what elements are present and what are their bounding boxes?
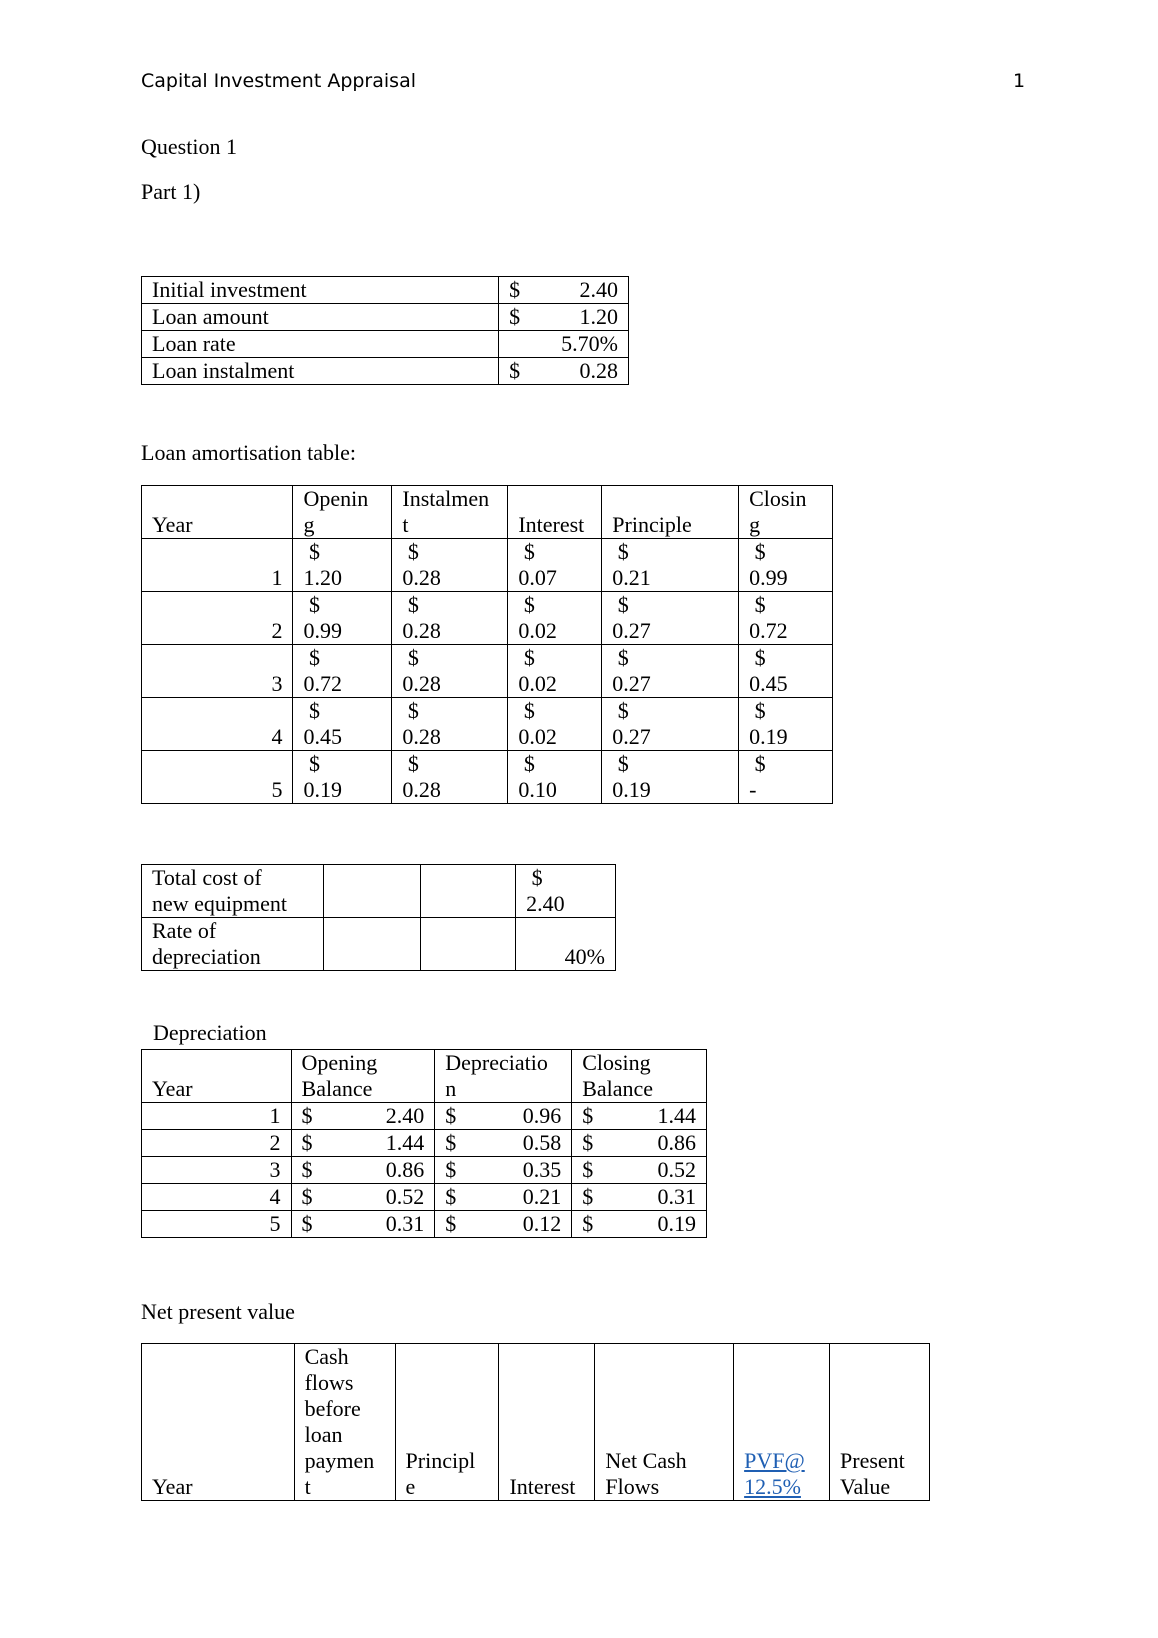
header-year: Year: [142, 1050, 292, 1103]
year-cell: 2: [142, 592, 293, 645]
currency-symbol: $: [301, 1130, 313, 1155]
header-cash-flows: Cash flows before loan paymen t: [294, 1344, 395, 1501]
depreciation-rate-label: Rate of depreciation: [142, 918, 324, 971]
equipment-cost-label: Total cost of new equipment: [142, 865, 324, 918]
opening-cell: [291, 1103, 435, 1130]
currency-symbol: $: [445, 1184, 457, 1209]
interest-cell: [508, 539, 602, 592]
opening-value: 1.20: [303, 565, 342, 590]
closing-cell: [739, 539, 833, 592]
year-cell: 4: [142, 1184, 292, 1211]
input-label: Initial investment: [142, 277, 499, 304]
instalment-value: 0.28: [402, 618, 441, 643]
opening-cell: [291, 1157, 435, 1184]
table-row: [142, 539, 833, 592]
opening-value: 0.72: [303, 671, 342, 696]
year-cell: 3: [142, 645, 293, 698]
currency-symbol: $: [509, 358, 521, 383]
instalment-value: 0.28: [402, 671, 441, 696]
equipment-cost-value: $ 2.40: [516, 865, 616, 918]
depreciation-heading: Depreciation: [153, 1020, 267, 1045]
interest-value: 0.07: [518, 565, 557, 590]
principle-cell: [602, 592, 739, 645]
table-row: [142, 865, 616, 918]
year-cell: 1: [142, 1103, 292, 1130]
header-interest: Interest: [499, 1344, 595, 1501]
interest-value: 0.02: [518, 724, 557, 749]
header-instalment: Instalmen t: [392, 486, 508, 539]
closing-cell: [572, 1157, 707, 1184]
opening-cell: [291, 1130, 435, 1157]
principle-value: 0.27: [612, 618, 651, 643]
header-year: Year: [142, 1344, 295, 1501]
header-principle: Principle: [602, 486, 739, 539]
opening-value: 0.52: [385, 1184, 425, 1209]
currency-symbol: $: [582, 1184, 594, 1209]
interest-value: 0.10: [518, 777, 557, 802]
interest-value: 0.02: [518, 671, 557, 696]
depreciation-cell: [435, 1103, 572, 1130]
table-row: [142, 304, 629, 331]
currency-symbol: $: [308, 751, 320, 776]
table-row: [142, 751, 833, 804]
table-row: [142, 592, 833, 645]
currency-symbol: $: [301, 1184, 313, 1209]
interest-value: 0.02: [518, 618, 557, 643]
currency-symbol: $: [301, 1211, 313, 1236]
year-cell: 4: [142, 698, 293, 751]
principle-cell: [602, 645, 739, 698]
depreciation-cell: [435, 1157, 572, 1184]
table-row: [142, 1130, 707, 1157]
principle-value: 0.27: [612, 671, 651, 696]
year-cell: 3: [142, 1157, 292, 1184]
currency-symbol: $: [754, 751, 766, 776]
currency-symbol: $: [523, 539, 535, 564]
currency-symbol: $: [754, 539, 766, 564]
principle-cell: [602, 539, 739, 592]
instalment-value: 0.28: [402, 565, 441, 590]
closing-value: 0.19: [749, 724, 788, 749]
table-header-row: [142, 1050, 707, 1103]
header-net-cash-flows: Net Cash Flows: [595, 1344, 734, 1501]
principle-value: 0.21: [612, 565, 651, 590]
depreciation-table: [141, 1049, 707, 1238]
opening-value: 1.44: [385, 1130, 425, 1155]
table-row: [142, 645, 833, 698]
input-value: 2.40: [579, 277, 618, 302]
opening-cell: [293, 539, 392, 592]
table-row: [142, 1157, 707, 1184]
interest-cell: [508, 751, 602, 804]
instalment-value: 0.28: [402, 777, 441, 802]
opening-value: 0.31: [385, 1211, 425, 1236]
opening-value: 0.99: [303, 618, 342, 643]
closing-value: 1.44: [657, 1103, 696, 1128]
amortisation-table: [141, 485, 833, 804]
currency-symbol: $: [407, 751, 419, 776]
currency-symbol: $: [754, 698, 766, 723]
currency-symbol: $: [308, 539, 320, 564]
inputs-table: [141, 276, 629, 385]
currency-symbol: $: [445, 1103, 457, 1128]
opening-value: 2.40: [385, 1103, 425, 1128]
header-pvf-link[interactable]: PVF@ 12.5%: [734, 1344, 830, 1501]
table-row: [142, 331, 629, 358]
interest-cell: [508, 698, 602, 751]
table-header-row: [142, 486, 833, 539]
currency-symbol: $: [308, 592, 320, 617]
opening-cell: [293, 645, 392, 698]
closing-value: 0.31: [657, 1184, 696, 1209]
year-cell: 1: [142, 539, 293, 592]
closing-cell: [739, 645, 833, 698]
instalment-value: 0.28: [402, 724, 441, 749]
closing-cell: [572, 1211, 707, 1238]
amortisation-heading: Loan amortisation table:: [141, 440, 357, 465]
instalment-cell: [392, 592, 508, 645]
currency-symbol: $: [407, 592, 419, 617]
principle-cell: [602, 698, 739, 751]
input-label: Loan amount: [142, 304, 499, 331]
year-cell: 5: [142, 751, 293, 804]
closing-value: 0.19: [657, 1211, 696, 1236]
year-cell: 2: [142, 1130, 292, 1157]
instalment-cell: [392, 751, 508, 804]
depreciation-cell: [435, 1184, 572, 1211]
page-number: 1: [1013, 70, 1026, 92]
closing-value: 0.72: [749, 618, 788, 643]
depreciation-cell: [435, 1211, 572, 1238]
principle-cell: [602, 751, 739, 804]
currency-symbol: $: [582, 1103, 594, 1128]
closing-cell: [572, 1184, 707, 1211]
header-present-value: Present Value: [830, 1344, 930, 1501]
running-header-title: Capital Investment Appraisal: [141, 70, 416, 92]
interest-cell: [508, 645, 602, 698]
input-label: Loan instalment: [142, 358, 499, 385]
equipment-table: [141, 864, 616, 971]
instalment-cell: [392, 698, 508, 751]
depreciation-value: 0.96: [522, 1103, 562, 1128]
closing-cell: [739, 698, 833, 751]
year-cell: 5: [142, 1211, 292, 1238]
opening-cell: [291, 1184, 435, 1211]
input-label: Loan rate: [142, 331, 499, 358]
interest-cell: [508, 592, 602, 645]
input-value: 1.20: [579, 304, 618, 329]
currency-symbol: $: [509, 277, 521, 302]
currency-symbol: $: [523, 645, 535, 670]
currency-symbol: $: [445, 1211, 457, 1236]
principle-value: 0.27: [612, 724, 651, 749]
closing-value: 0.86: [657, 1130, 696, 1155]
closing-value: 0.52: [657, 1157, 696, 1182]
currency-symbol: $: [582, 1130, 594, 1155]
currency-symbol: $: [617, 645, 629, 670]
table-row: [142, 918, 616, 971]
closing-value: 0.45: [749, 671, 788, 696]
currency-symbol: $: [445, 1157, 457, 1182]
table-row: [142, 1103, 707, 1130]
currency-symbol: $: [407, 645, 419, 670]
currency-symbol: $: [582, 1157, 594, 1182]
currency-symbol: $: [301, 1103, 313, 1128]
npv-heading: Net present value: [141, 1299, 295, 1324]
part-heading: Part 1): [141, 179, 201, 204]
table-row: [142, 1211, 707, 1238]
header-interest: Interest: [508, 486, 602, 539]
input-value: 5.70%: [499, 331, 629, 358]
closing-cell: [739, 592, 833, 645]
depreciation-cell: [435, 1130, 572, 1157]
table-row: [142, 698, 833, 751]
depreciation-value: 0.12: [522, 1211, 562, 1236]
depreciation-rate-value: 40%: [516, 918, 616, 971]
instalment-cell: [392, 645, 508, 698]
principle-value: 0.19: [612, 777, 651, 802]
depreciation-value: 0.58: [522, 1130, 562, 1155]
header-closing: Closin g: [739, 486, 833, 539]
table-row: [142, 277, 629, 304]
currency-symbol: $: [407, 539, 419, 564]
currency-symbol: $: [509, 304, 521, 329]
currency-symbol: $: [754, 592, 766, 617]
currency-symbol: $: [582, 1211, 594, 1236]
table-row: [142, 1184, 707, 1211]
currency-symbol: $: [617, 539, 629, 564]
closing-cell: [739, 751, 833, 804]
currency-symbol: $: [523, 592, 535, 617]
instalment-cell: [392, 539, 508, 592]
input-value: 0.28: [579, 358, 618, 383]
opening-cell: [293, 698, 392, 751]
opening-value: 0.45: [303, 724, 342, 749]
currency-symbol: $: [617, 751, 629, 776]
currency-symbol: $: [523, 698, 535, 723]
currency-symbol: $: [523, 751, 535, 776]
currency-symbol: $: [617, 592, 629, 617]
opening-value: 0.19: [303, 777, 342, 802]
question-heading: Question 1: [141, 134, 237, 159]
currency-symbol: $: [407, 698, 419, 723]
currency-symbol: $: [308, 698, 320, 723]
depreciation-value: 0.21: [522, 1184, 562, 1209]
currency-symbol: $: [445, 1130, 457, 1155]
closing-cell: [572, 1130, 707, 1157]
currency-symbol: $: [308, 645, 320, 670]
npv-table: [141, 1343, 930, 1501]
currency-symbol: $: [754, 645, 766, 670]
opening-cell: [291, 1211, 435, 1238]
opening-cell: [293, 592, 392, 645]
header-opening: Openin g: [293, 486, 392, 539]
table-row: [142, 358, 629, 385]
header-depreciation: Depreciatio n: [435, 1050, 572, 1103]
header-principle: Principl e: [395, 1344, 499, 1501]
closing-cell: [572, 1103, 707, 1130]
depreciation-value: 0.35: [522, 1157, 562, 1182]
table-header-row: [142, 1344, 930, 1501]
opening-cell: [293, 751, 392, 804]
closing-value: 0.99: [749, 565, 788, 590]
header-opening-balance: Opening Balance: [291, 1050, 435, 1103]
header-year: Year: [142, 486, 293, 539]
opening-value: 0.86: [385, 1157, 425, 1182]
currency-symbol: $: [617, 698, 629, 723]
currency-symbol: $: [301, 1157, 313, 1182]
closing-value: -: [749, 777, 757, 802]
header-closing-balance: Closing Balance: [572, 1050, 707, 1103]
